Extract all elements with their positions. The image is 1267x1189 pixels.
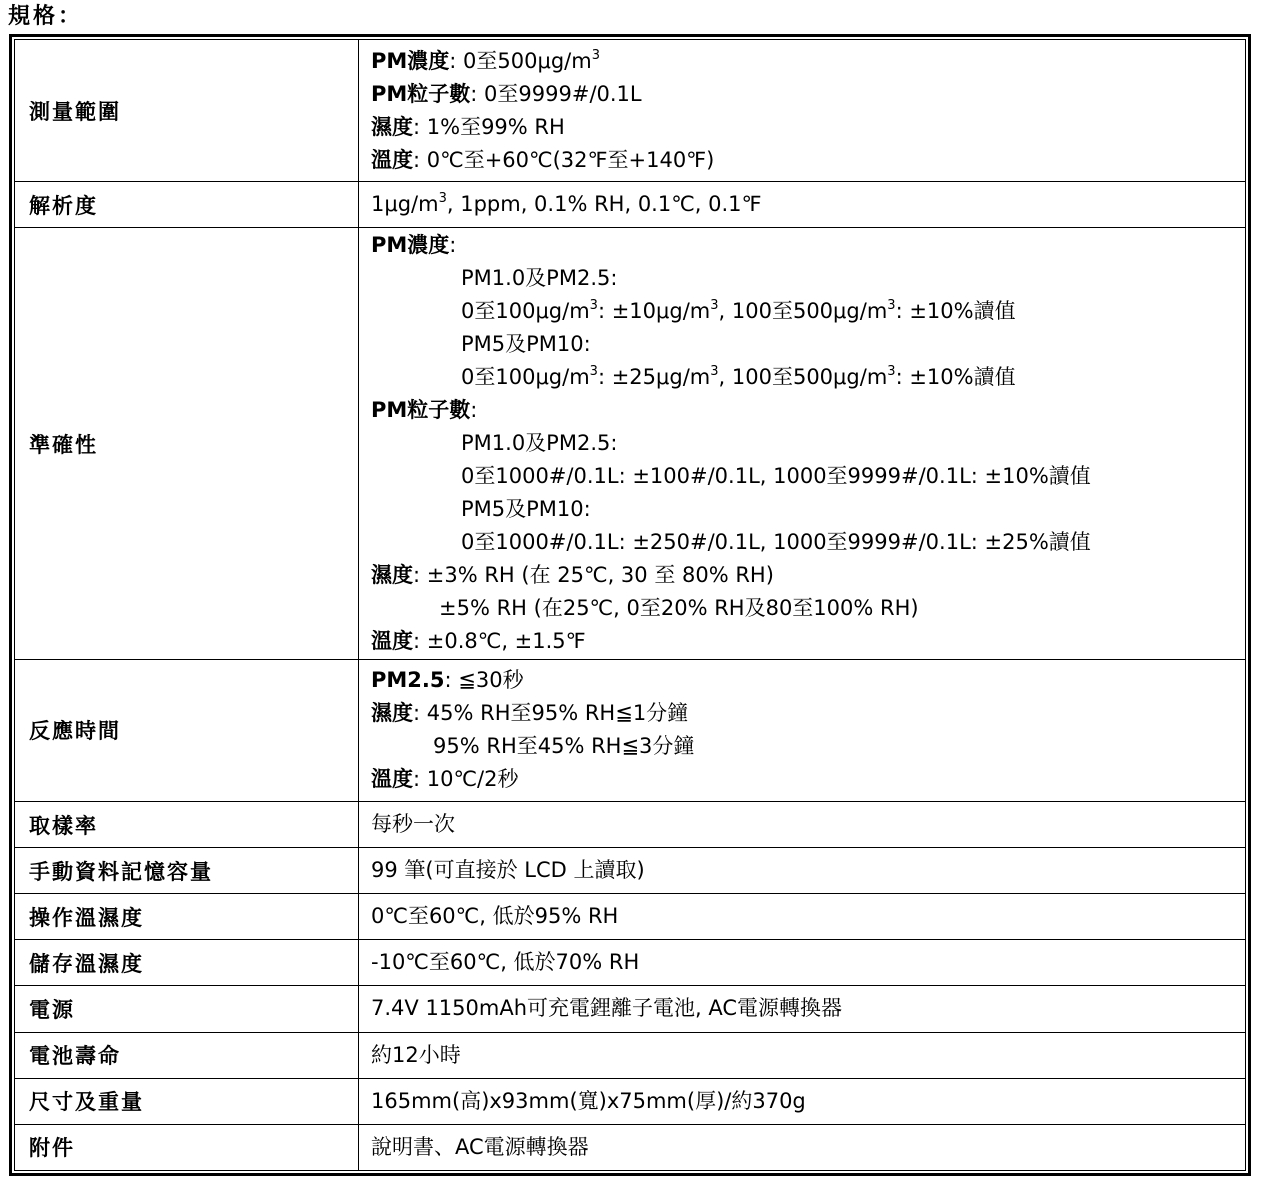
spec-line [371, 592, 1245, 625]
spec-line [371, 111, 1245, 144]
line-text: 1μg/m [371, 192, 439, 217]
line-heading: 溫度 [371, 629, 413, 654]
line-text: 說明書、AC電源轉換器 [371, 1134, 589, 1159]
spec-row-sampling-rate [15, 802, 1246, 848]
spec-label: 取樣率 [15, 802, 359, 848]
line-heading: PM濃度 [371, 233, 450, 258]
superscript: 3 [589, 364, 598, 380]
spec-line [371, 262, 1245, 295]
line-text: : ±10μg/m [597, 299, 711, 324]
superscript: 3 [589, 298, 598, 314]
line-text: : ≦30秒 [444, 668, 524, 693]
spec-line [371, 1039, 1245, 1072]
line-text: 165mm(高)x93mm(寬)x75mm(厚)/約370g [371, 1088, 806, 1113]
superscript: 3 [710, 364, 719, 380]
line-text: , 1ppm, 0.1% RH, 0.1℃, 0.1℉ [446, 192, 762, 217]
spec-row-operating-conditions [15, 894, 1246, 940]
line-text: : 10℃/2秒 [413, 767, 519, 792]
spec-label: 電源 [15, 986, 359, 1032]
line-text: : [470, 398, 478, 423]
line-text: 每秒一次 [371, 812, 455, 837]
spec-label: 反應時間 [15, 659, 359, 801]
spec-line [371, 664, 1245, 697]
spec-line [371, 361, 1245, 394]
spec-line [371, 900, 1245, 933]
superscript: 3 [887, 298, 896, 314]
line-text: 0至100μg/m [461, 365, 590, 390]
spec-value [359, 228, 1246, 659]
superscript: 3 [591, 47, 600, 63]
spec-line [371, 394, 1245, 427]
spec-line [371, 730, 1245, 763]
spec-line [371, 295, 1245, 328]
spec-table [14, 39, 1246, 1171]
spec-row-battery-life [15, 1032, 1246, 1078]
spec-value [359, 40, 1246, 182]
spec-row-memory-capacity [15, 848, 1246, 894]
line-heading: 濕度 [371, 114, 413, 139]
line-text: : 45% RH至95% RH≦1分鐘 [413, 701, 689, 726]
spec-row-measurement-range [15, 40, 1246, 182]
spec-line [371, 427, 1245, 460]
line-text: PM5及PM10: [461, 332, 591, 357]
spec-label: 手動資料記憶容量 [15, 848, 359, 894]
line-text: 0℃至60℃, 低於95% RH [371, 904, 619, 929]
spec-value [359, 1078, 1246, 1124]
spec-line [371, 1085, 1245, 1118]
superscript: 3 [710, 298, 719, 314]
line-text: , 100至500μg/m [718, 299, 888, 324]
line-heading: PM粒子數 [371, 398, 471, 423]
spec-value [359, 802, 1246, 848]
spec-line [371, 625, 1245, 658]
spec-value [359, 894, 1246, 940]
spec-value [359, 1124, 1246, 1170]
spec-line [371, 808, 1245, 841]
spec-row-storage-conditions [15, 940, 1246, 986]
spec-label: 解析度 [15, 182, 359, 228]
spec-line [371, 854, 1245, 887]
line-text: 0至1000#/0.1L: ±100#/0.1L, 1000至9999#/0.1L: ±10%讀值 [461, 464, 1091, 489]
page-title: 規格： [8, 4, 84, 29]
line-text: : ±0.8℃, ±1.5℉ [413, 629, 586, 654]
line-heading: PM濃度 [371, 48, 450, 73]
spec-row-power [15, 986, 1246, 1032]
superscript: 3 [887, 364, 896, 380]
line-text: -10℃至60℃, 低於70% RH [371, 950, 640, 975]
line-heading: 濕度 [371, 701, 413, 726]
spec-line [371, 526, 1245, 559]
line-text: : ±10%讀值 [895, 365, 1016, 390]
line-text: 0至1000#/0.1L: ±250#/0.1L, 1000至9999#/0.1L: ±25%讀值 [461, 530, 1091, 555]
spec-line [371, 763, 1245, 796]
line-heading: 溫度 [371, 767, 413, 792]
line-text: PM1.0及PM2.5: [461, 266, 618, 291]
spec-row-accuracy [15, 228, 1246, 659]
spec-label: 操作溫濕度 [15, 894, 359, 940]
spec-line [371, 697, 1245, 730]
line-text: PM1.0及PM2.5: [461, 431, 618, 456]
line-text: : ±3% RH (在 25℃, 30 至 80% RH) [413, 563, 774, 588]
spec-line [371, 493, 1245, 526]
line-text: : 0℃至+60℃(32℉至+140℉) [413, 147, 715, 172]
line-heading: PM2.5 [371, 668, 445, 693]
spec-line [371, 45, 1245, 78]
line-text: 7.4V 1150mAh可充電鋰離子電池, AC電源轉換器 [371, 996, 843, 1021]
spec-line [371, 946, 1245, 979]
spec-value [359, 182, 1246, 228]
spec-line [371, 229, 1245, 262]
line-text: : ±25μg/m [597, 365, 711, 390]
spec-line [371, 992, 1245, 1025]
line-heading: PM粒子數 [371, 81, 471, 106]
spec-value [359, 1032, 1246, 1078]
spec-line [371, 328, 1245, 361]
line-text: PM5及PM10: [461, 497, 591, 522]
line-text: , 100至500μg/m [718, 365, 888, 390]
spec-label: 準確性 [15, 228, 359, 659]
spec-value [359, 986, 1246, 1032]
spec-line [371, 188, 1245, 221]
spec-label: 電池壽命 [15, 1032, 359, 1078]
spec-table-frame [9, 34, 1251, 1176]
spec-label: 附件 [15, 1124, 359, 1170]
spec-line [371, 78, 1245, 111]
line-text: : 1%至99% RH [413, 114, 565, 139]
spec-value [359, 940, 1246, 986]
spec-value [359, 848, 1246, 894]
spec-row-response-time [15, 659, 1246, 801]
spec-line [371, 144, 1245, 177]
spec-row-resolution [15, 182, 1246, 228]
line-text: 95% RH至45% RH≦3分鐘 [433, 734, 695, 759]
spec-line [371, 1131, 1245, 1164]
line-text: : 0至500μg/m [449, 48, 592, 73]
superscript: 3 [438, 191, 447, 207]
line-text: 約12小時 [371, 1042, 461, 1067]
line-heading: 溫度 [371, 147, 413, 172]
spec-label: 尺寸及重量 [15, 1078, 359, 1124]
line-text: 0至100μg/m [461, 299, 590, 324]
spec-value [359, 659, 1246, 801]
line-text: ±5% RH (在25℃, 0至20% RH及80至100% RH) [439, 596, 919, 621]
line-text: : 0至9999#/0.1L [470, 81, 642, 106]
spec-label: 測量範圍 [15, 40, 359, 182]
line-heading: 濕度 [371, 563, 413, 588]
line-text: 99 筆(可直接於 LCD 上讀取) [371, 858, 645, 883]
spec-label: 儲存溫濕度 [15, 940, 359, 986]
line-text: : [449, 233, 457, 258]
spec-line [371, 559, 1245, 592]
spec-row-dimensions-weight [15, 1078, 1246, 1124]
line-text: : ±10%讀值 [895, 299, 1016, 324]
spec-row-accessories [15, 1124, 1246, 1170]
spec-line [371, 460, 1245, 493]
